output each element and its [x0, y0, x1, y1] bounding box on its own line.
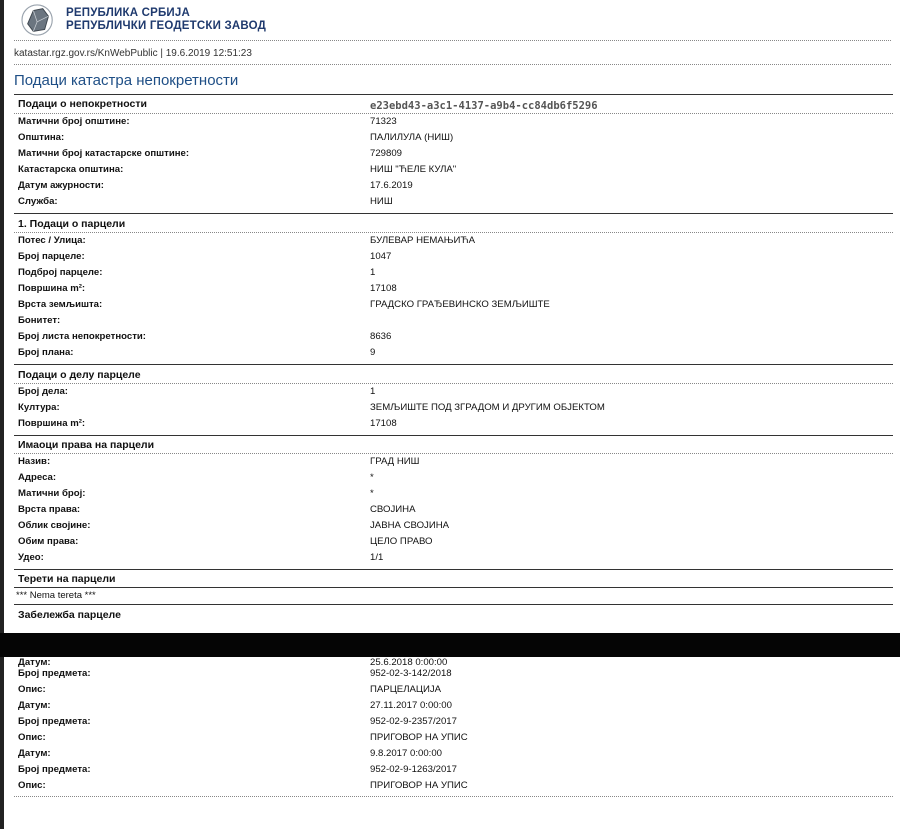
field-label: Матични број општине: — [18, 116, 130, 127]
no-burdens-note: *** Nema tereta *** — [16, 590, 96, 601]
owner-row — [18, 472, 888, 487]
field-value: ПАЛИЛУЛА (НИШ) — [370, 132, 454, 143]
property-row — [18, 116, 888, 131]
section-divider — [14, 435, 893, 436]
field-value: 1047 — [370, 251, 392, 262]
owner-row — [18, 504, 888, 519]
section-title-divider — [14, 587, 893, 588]
remark-row — [18, 700, 888, 715]
field-label: Број плана: — [18, 347, 74, 358]
property-row — [18, 180, 888, 195]
remark-row — [18, 780, 888, 795]
parcel-row — [18, 283, 888, 298]
remark-row — [18, 668, 888, 683]
field-label: Опис: — [18, 780, 46, 791]
field-label: Општина: — [18, 132, 65, 143]
field-value: * — [370, 488, 374, 499]
field-value: ЦЕЛО ПРАВО — [370, 536, 433, 547]
owner-row — [18, 552, 888, 567]
field-label: Матични број: — [18, 488, 86, 499]
parcel-part-row — [18, 418, 888, 433]
field-value: 17.6.2019 — [370, 180, 413, 191]
field-value: НИШ "ЋЕЛЕ КУЛА" — [370, 164, 457, 175]
field-label: Датум: — [18, 748, 51, 759]
field-value: НИШ — [370, 196, 393, 207]
section-divider — [14, 213, 893, 214]
property-section-title: Подаци о непокретности — [18, 98, 147, 110]
field-label: Датум: — [18, 700, 51, 711]
left-edge-border — [0, 0, 4, 829]
section-divider — [14, 604, 893, 605]
field-label: Опис: — [18, 732, 46, 743]
section-title-divider — [14, 383, 893, 384]
property-row — [18, 148, 888, 163]
field-value: 1 — [370, 267, 376, 278]
field-label: Облик својине: — [18, 520, 91, 531]
parcel-row — [18, 235, 888, 250]
owner-row — [18, 520, 888, 535]
owners-section-title: Имаоци права на парцели — [18, 439, 155, 451]
field-label: Број предмета: — [18, 668, 91, 679]
remark-row — [18, 732, 888, 747]
property-row — [18, 164, 888, 179]
parcel-row — [18, 315, 888, 330]
remark-row — [18, 764, 888, 779]
field-label: Број парцеле: — [18, 251, 85, 262]
field-label: Врста земљишта: — [18, 299, 103, 310]
field-label: Катастарска општина: — [18, 164, 124, 175]
field-value: ГРАДСКО ГРАЂЕВИНСКО ЗЕМЉИШТЕ — [370, 299, 550, 310]
field-value: 729809 — [370, 148, 403, 159]
field-value: 1/1 — [370, 552, 384, 563]
field-value: 27.11.2017 0:00:00 — [370, 700, 452, 711]
source-and-timestamp: katastar.rgz.gov.rs/KnWebPublic | 19.6.2019 12:51:23 — [14, 48, 252, 59]
field-label: Датум ажурности: — [18, 180, 104, 191]
meta-divider — [14, 64, 891, 65]
field-label: Адреса: — [18, 472, 57, 483]
parcel-row — [18, 267, 888, 282]
owner-row — [18, 536, 888, 551]
field-label: Површина m²: — [18, 283, 86, 294]
org-line-1: РЕПУБЛИКА СРБИЈА — [66, 7, 191, 19]
field-label: Бонитет: — [18, 315, 61, 326]
end-divider — [14, 796, 893, 797]
field-value: ГРАД НИШ — [370, 456, 420, 467]
parcel-part-row — [18, 402, 888, 417]
field-value: ЈАВНА СВОЈИНА — [370, 520, 450, 531]
field-label: Матични број катастарске општине: — [18, 148, 190, 159]
section-title-divider — [14, 232, 893, 233]
section-title-divider — [14, 113, 893, 114]
field-value: ЗЕМЉИШТЕ ПОД ЗГРАДОМ И ДРУГИМ ОБЈЕКТОМ — [370, 402, 605, 413]
field-value: 9.8.2017 0:00:00 — [370, 748, 443, 759]
section-title-divider — [14, 453, 893, 454]
field-value: СВОЈИНА — [370, 504, 416, 515]
property-row — [18, 132, 888, 147]
parcel-row — [18, 331, 888, 346]
field-value: ПАРЦЕЛАЦИЈА — [370, 684, 442, 695]
org-line-2: РЕПУБЛИЧКИ ГЕОДЕТСКИ ЗАВОД — [66, 20, 267, 32]
field-label: Површина m²: — [18, 418, 86, 429]
organization-name — [66, 7, 266, 33]
field-value: 25.6.2018 0:00:00 — [370, 657, 448, 668]
remarks-section-title: Забележба парцеле — [18, 609, 121, 621]
field-label: Обим права: — [18, 536, 79, 547]
field-value: ПРИГОВОР НА УПИС — [370, 780, 468, 791]
field-label: Опис: — [18, 684, 46, 695]
owner-row — [18, 456, 888, 471]
page-title: Подаци катастра непокретности — [14, 72, 239, 89]
field-label: Култура: — [18, 402, 60, 413]
rgz-logo-icon — [20, 3, 58, 37]
header-divider — [14, 40, 891, 41]
field-label: Број предмета: — [18, 764, 91, 775]
remark-row — [18, 716, 888, 731]
section-divider — [14, 569, 893, 570]
burdens-section-title: Терети на парцели — [18, 573, 116, 585]
remark-row — [18, 748, 888, 763]
redaction-bar — [0, 633, 900, 657]
parcel-row — [18, 347, 888, 362]
parcel-section-title: 1. Подаци о парцели — [18, 218, 126, 230]
property-row — [18, 196, 888, 211]
field-label: Подброј парцеле: — [18, 267, 103, 278]
field-label: Број дела: — [18, 386, 68, 397]
field-value: 8636 — [370, 331, 392, 342]
field-value: ПРИГОВОР НА УПИС — [370, 732, 468, 743]
field-label: Датум: — [18, 657, 51, 668]
field-value: 71323 — [370, 116, 397, 127]
field-value: 17108 — [370, 283, 397, 294]
owner-row — [18, 488, 888, 503]
field-label: Број предмета: — [18, 716, 91, 727]
parcel-row — [18, 299, 888, 314]
field-label: Удео: — [18, 552, 44, 563]
field-label: Потес / Улица: — [18, 235, 86, 246]
field-value: 9 — [370, 347, 376, 358]
field-label: Врста права: — [18, 504, 81, 515]
property-id: e23ebd43-a3c1-4137-a9b4-cc84db6f5296 — [370, 100, 598, 112]
page-header — [20, 2, 266, 38]
section-divider — [14, 94, 893, 95]
field-value: 952-02-3-142/2018 — [370, 668, 452, 679]
field-value: 952-02-9-2357/2017 — [370, 716, 457, 727]
section-divider — [14, 364, 893, 365]
field-value: * — [370, 472, 374, 483]
remark-row — [18, 684, 888, 699]
field-value: 17108 — [370, 418, 397, 429]
parcel-part-section-title: Подаци о делу парцеле — [18, 369, 141, 381]
field-label: Број листа непокретности: — [18, 331, 146, 342]
field-value: 1 — [370, 386, 376, 397]
field-value: 952-02-9-1263/2017 — [370, 764, 457, 775]
field-label: Назив: — [18, 456, 51, 467]
parcel-row — [18, 251, 888, 266]
field-value: БУЛЕВАР НЕМАЊИЋА — [370, 235, 475, 246]
field-label: Служба: — [18, 196, 58, 207]
parcel-part-row — [18, 386, 888, 401]
